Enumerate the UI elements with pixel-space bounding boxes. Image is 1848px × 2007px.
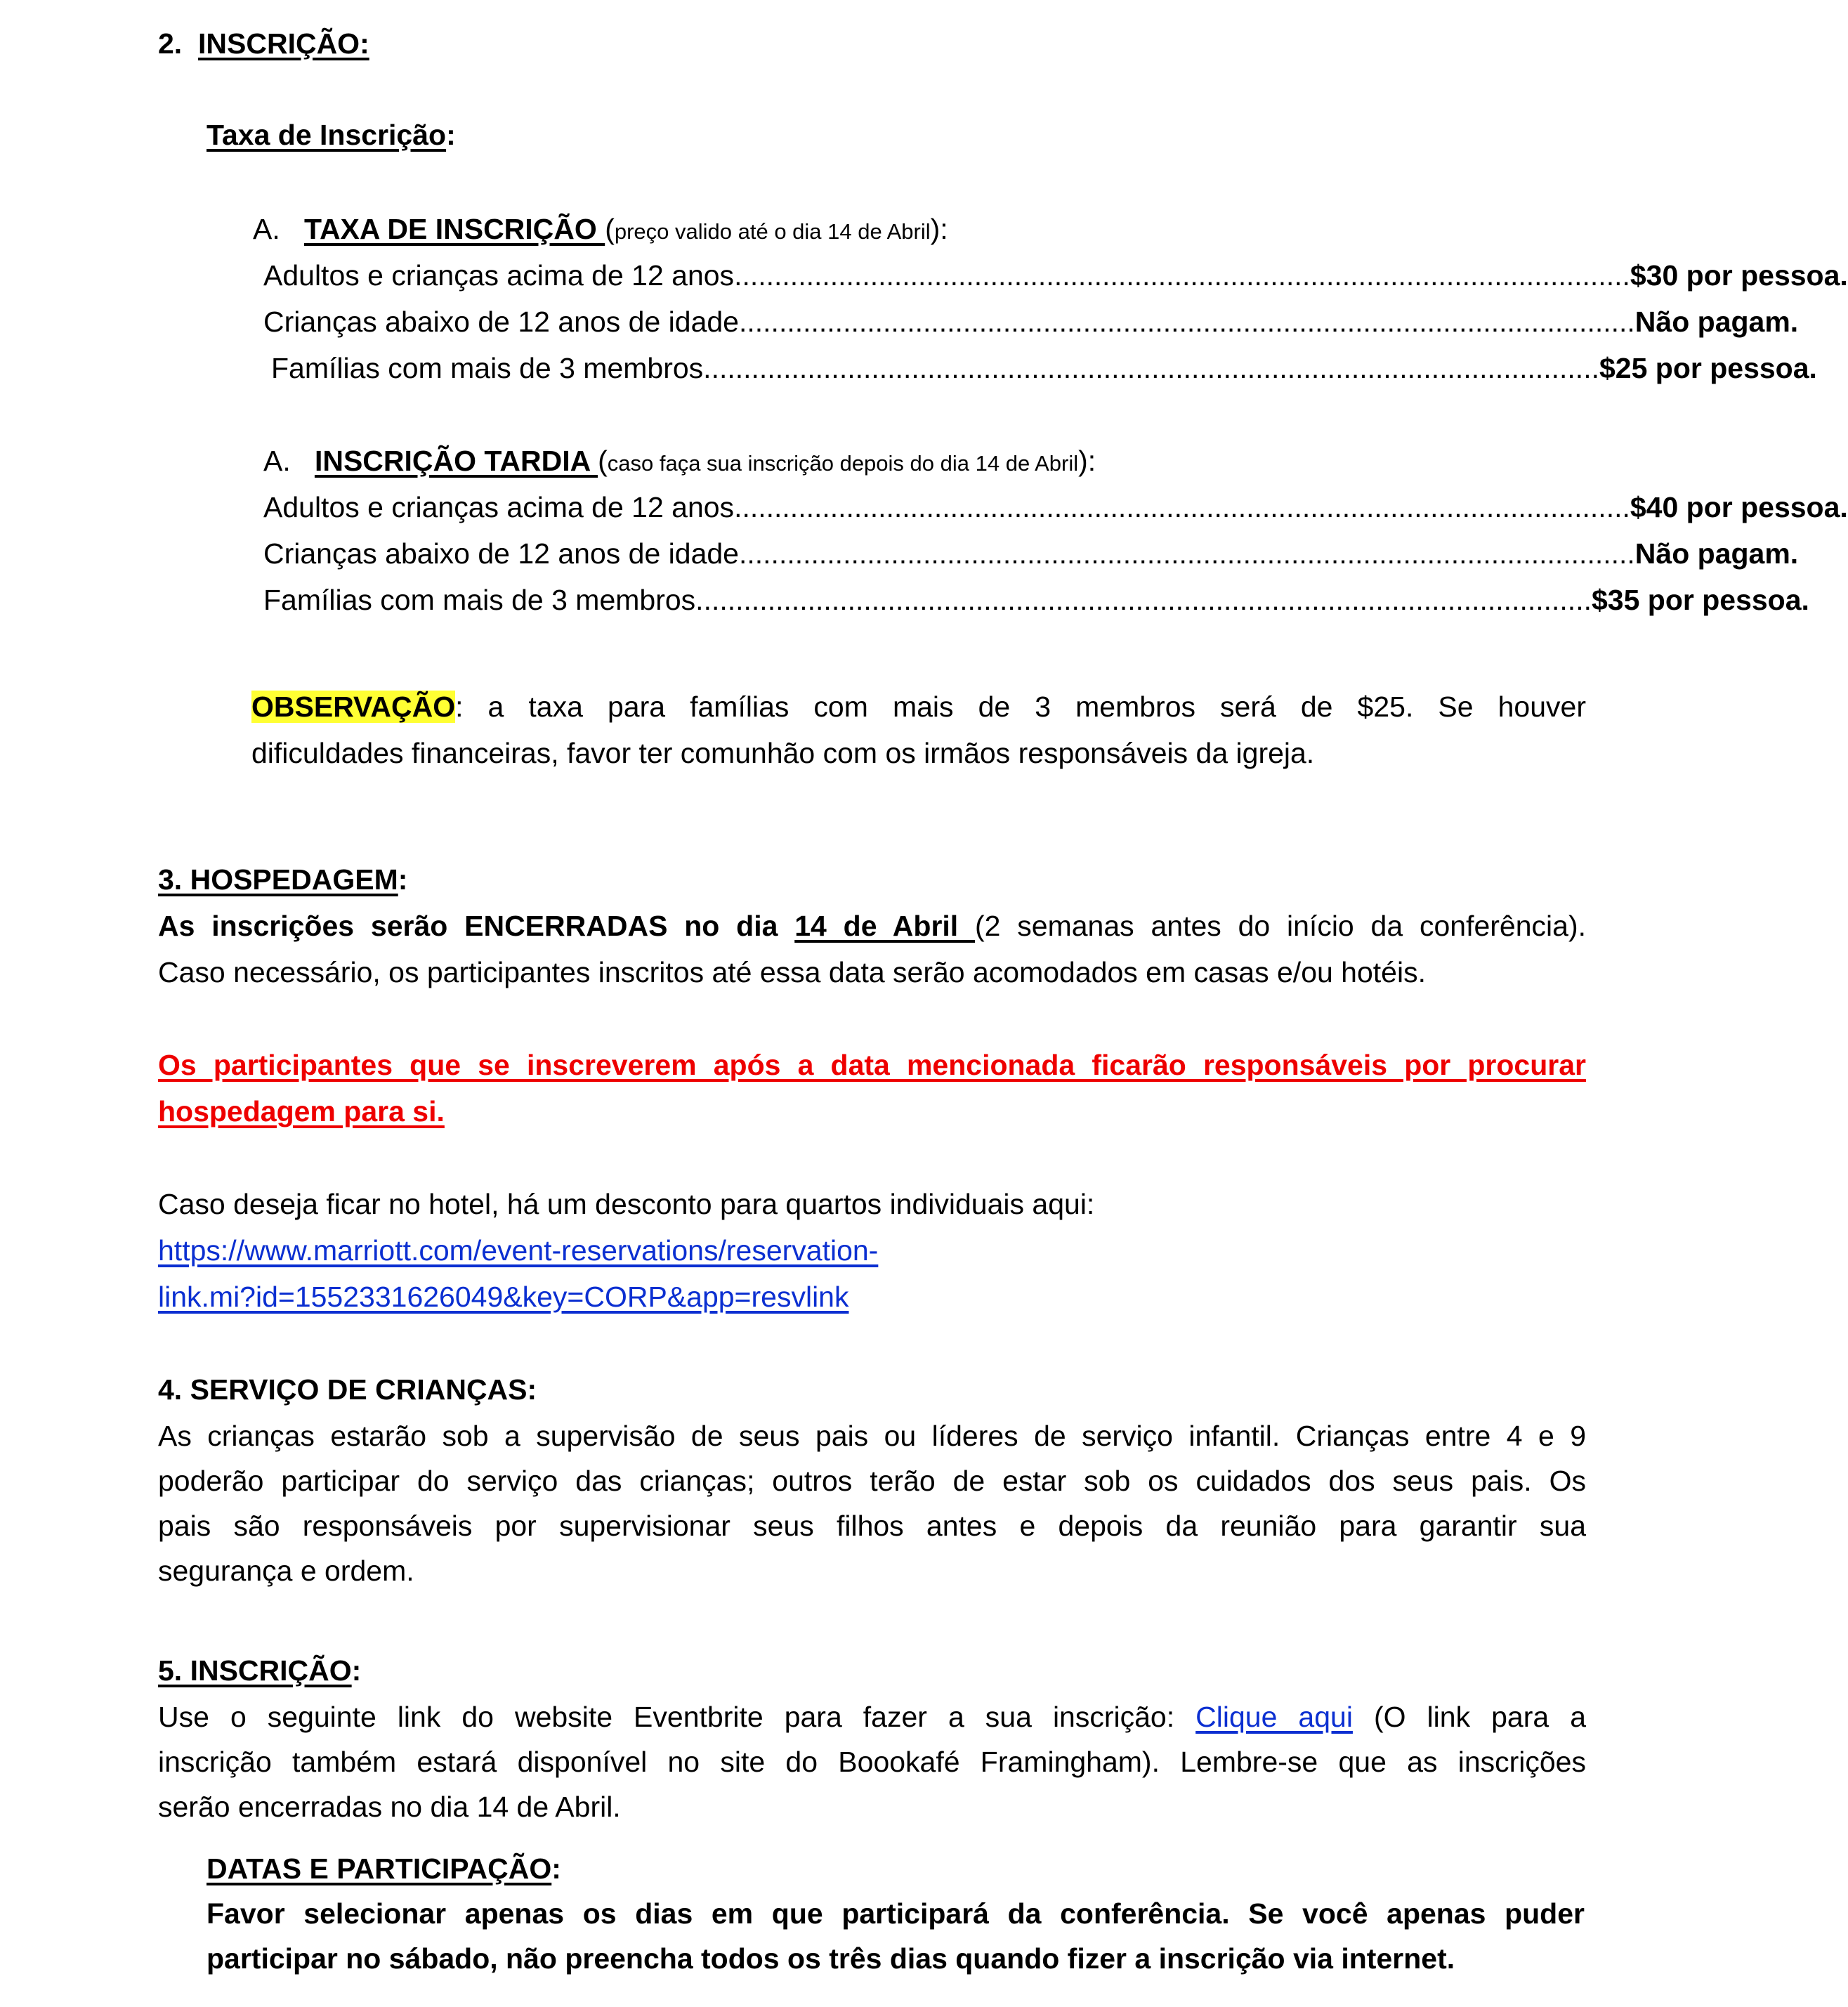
dot-leader: ................................................................................................................ [734, 491, 1630, 523]
taxa-title-line [253, 211, 948, 250]
section-title: INSCRIÇÃO: [198, 27, 369, 60]
criancas-line: segurança e ordem. [158, 1555, 414, 1587]
section-2-heading [158, 25, 369, 62]
fee-amount: Não pagam. [1634, 537, 1799, 570]
fee-label: Adultos e crianças acima de 12 anos [263, 491, 735, 523]
observacao-line-2: dificuldades financeiras, favor ter comunhão com os irmãos responsáveis da igreja. [251, 737, 1315, 769]
section-4-heading: 4. SERVIÇO DE CRIANÇAS: [158, 1373, 537, 1406]
paren-close: ): [1078, 445, 1096, 477]
fee-row [271, 350, 1817, 386]
section-3-heading [158, 861, 407, 898]
fee-amount: $40 por pessoa. [1630, 491, 1848, 523]
subheading-taxa [207, 117, 456, 153]
fee-label: Crianças abaixo de 12 anos de idade [263, 537, 739, 570]
dot-leader: ................................................................................................................ [703, 352, 1599, 384]
paren-open: ( [598, 445, 608, 477]
clique-aqui-link[interactable]: Clique aqui [1195, 1701, 1353, 1733]
tardia-title-line [263, 443, 1096, 482]
dot-leader: ................................................................................................................ [738, 537, 1635, 570]
hotel-text: Caso deseja ficar no hotel, há um desconto para quartos individuais aqui: [158, 1188, 1095, 1220]
datas-line-2: participar no sábado, não preencha todos os três dias quando fizer a inscrição via internet. [207, 1942, 1455, 1975]
fee-row [263, 582, 1809, 618]
inscricao5-text: (O link para a [1352, 1701, 1587, 1733]
fee-row [263, 257, 1848, 294]
fee-row [263, 303, 1799, 340]
inscricao5-line-3: serão encerradas no dia 14 de Abril. [158, 1791, 621, 1823]
taxa-note: preço valido até o dia 14 de Abril [614, 219, 931, 244]
dot-leader: ................................................................................................................ [738, 306, 1635, 338]
tardia-note: caso faça sua inscrição depois do dia 14 de Abril [607, 451, 1079, 476]
hospedagem-line-1 [158, 908, 1586, 944]
datas-title: DATAS E PARTICIPAÇÃO [207, 1852, 552, 1885]
fee-amount: $30 por pessoa. [1630, 259, 1848, 292]
dot-leader: ................................................................................................................ [734, 259, 1630, 292]
paren-open: ( [605, 213, 615, 245]
section-number: 2. [158, 27, 183, 60]
fee-row [263, 535, 1799, 572]
fee-amount: $25 por pessoa. [1599, 352, 1817, 384]
hotel-link-line-1[interactable]: https://www.marriott.com/event-reservations/reservation- [158, 1234, 879, 1267]
fee-label: Famílias com mais de 3 membros [271, 352, 704, 384]
heading-colon: : [351, 1654, 362, 1687]
fee-row [263, 489, 1848, 525]
datas-heading [207, 1850, 561, 1887]
closing-notice: As inscrições serão ENCERRADAS no dia [158, 910, 795, 942]
subheading-colon: : [446, 119, 456, 151]
inscricao5-line-1 [158, 1699, 1586, 1735]
fee-label: Crianças abaixo de 12 anos de idade [263, 306, 739, 338]
section-5-heading [158, 1652, 361, 1689]
hospedagem-line-2: Caso necessário, os participantes inscritos até essa data serão acomodados em casas e/ou hotéis. [158, 956, 1426, 988]
list-letter: A. [263, 445, 291, 477]
warning-line-2: hospedagem para si. [158, 1095, 445, 1127]
taxa-title: TAXA DE INSCRIÇÃO [303, 213, 605, 245]
observacao-line-1 [251, 688, 1586, 725]
tardia-title: INSCRIÇÃO TARDIA [314, 445, 598, 477]
dot-leader: ................................................................................................................ [695, 584, 1592, 616]
hotel-link-line-2[interactable]: link.mi?id=1552331626049&key=CORP&app=resvlink [158, 1281, 849, 1313]
criancas-line: poderão participar do serviço das crianças; outros terão de estar sob os cuidados dos seus pais. Os [158, 1465, 1586, 1497]
warning-line-1: Os participantes que se inscreverem após a data mencionada ficarão responsáveis por procurar [158, 1049, 1586, 1081]
fee-amount: $35 por pessoa. [1591, 584, 1809, 616]
section-title: 5. INSCRIÇÃO [158, 1654, 352, 1687]
fee-label: Famílias com mais de 3 membros [263, 584, 696, 616]
heading-colon: : [398, 863, 408, 896]
paren-close: ): [930, 213, 948, 245]
heading-colon: : [551, 1852, 561, 1885]
list-letter: A. [253, 213, 280, 245]
inscricao5-line-2: inscrição também estará disponível no site do Boookafé Framingham). Lembre-se que as inscrições [158, 1746, 1586, 1778]
datas-line-1: Favor selecionar apenas os dias em que participará da conferência. Se você apenas puder [207, 1897, 1585, 1930]
inscricao5-text: Use o seguinte link do website Eventbrite para fazer a sua inscrição: [158, 1701, 1196, 1733]
closing-date: 14 de Abril [794, 910, 976, 942]
criancas-line: As crianças estarão sob a supervisão de seus pais ou líderes de serviço infantil. Crianças entre 4 e 9 [158, 1420, 1586, 1452]
subheading-text: Taxa de Inscrição [207, 119, 447, 151]
observacao-text: : a taxa para famílias com mais de 3 membros será de $25. Se houver [455, 691, 1586, 723]
closing-note: (2 semanas antes do início da conferência). [975, 910, 1586, 942]
fee-amount: Não pagam. [1634, 306, 1799, 338]
section-title: 3. HOSPEDAGEM [158, 863, 398, 896]
fee-label: Adultos e crianças acima de 12 anos [263, 259, 735, 292]
criancas-line: pais são responsáveis por supervisionar seus filhos antes e depois da reunião para garantir sua [158, 1510, 1586, 1542]
observacao-label: OBSERVAÇÃO [251, 691, 456, 723]
